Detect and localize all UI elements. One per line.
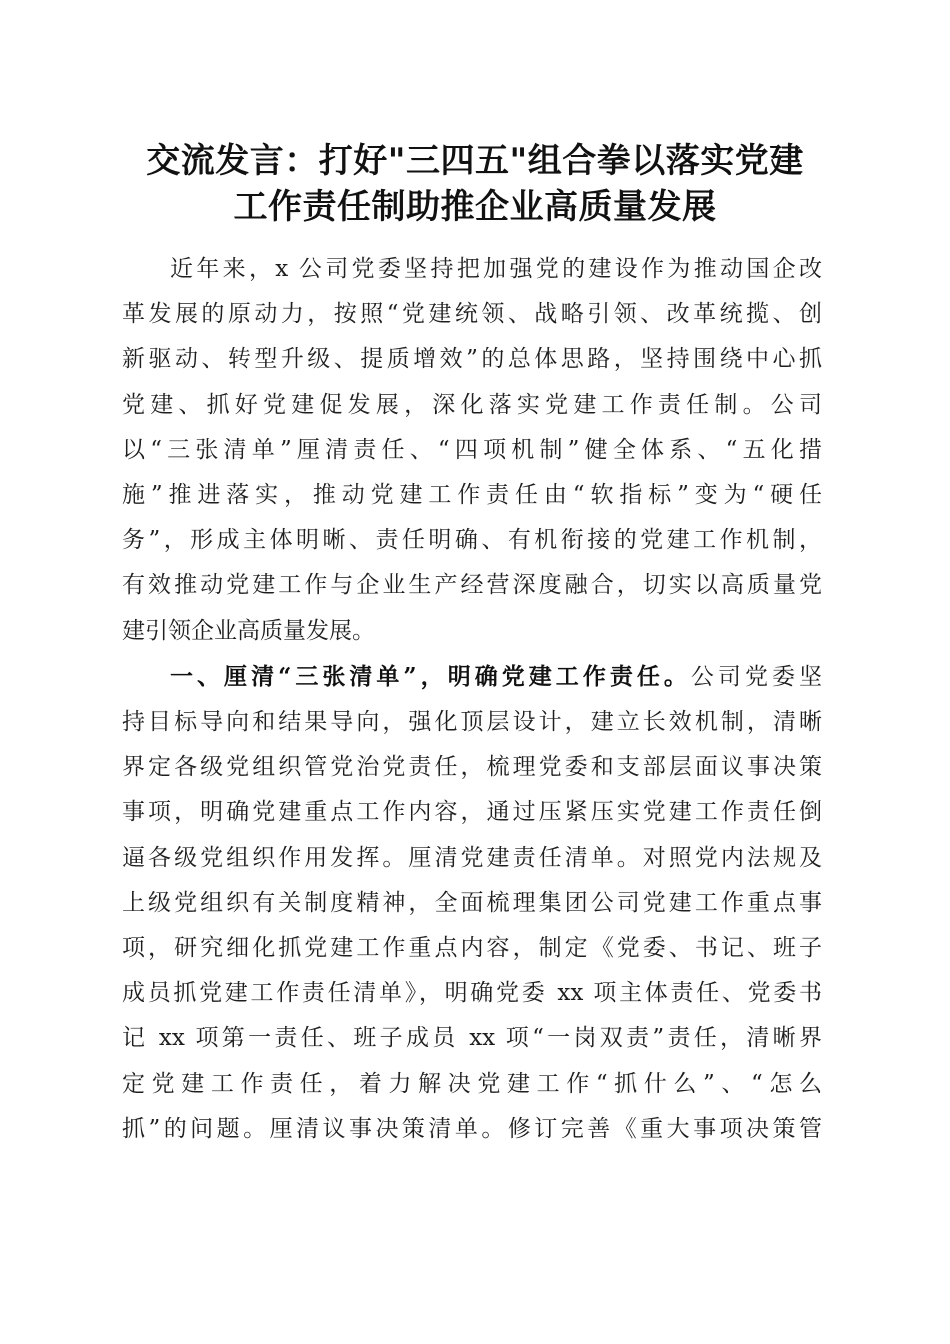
section-1-line: 成员抓党建工作责任清单》，明确党委 xx 项主体责任、党委书 — [122, 980, 822, 1007]
section-1-heading: 一、厘清“三张清单”，明确党建工作责任。 — [170, 662, 691, 690]
intro-line: 以“三张清单”厘清责任、“四项机制”健全体系、“五化措 — [122, 436, 822, 463]
section-1-line: 逼各级党组织作用发挥。厘清党建责任清单。对照党内法规及 — [122, 844, 822, 871]
section-1-line: 持目标导向和结果导向，强化顶层设计，建立长效机制，清晰 — [122, 709, 822, 736]
section-1-line: 记 xx 项第一责任、班子成员 xx 项“一岗双责”责任，清晰界 — [122, 1025, 822, 1052]
section-1-paragraph — [122, 654, 822, 1152]
section-1-line: 上级党组织有关制度精神，全面梳理集团公司党建工作重点事 — [122, 889, 822, 916]
intro-line: 新驱动、转型升级、提质增效”的总体思路，坚持围绕中心抓 — [122, 346, 822, 373]
document-title — [110, 138, 840, 230]
intro-line: 建引领企业高质量发展。 — [122, 617, 375, 644]
section-1-line: 抓”的问题。厘清议事决策清单。修订完善《重大事项决策管 — [122, 1115, 822, 1142]
intro-line: 近年来，x 公司党委坚持把加强党的建设作为推动国企改 — [170, 256, 822, 282]
document-body — [122, 247, 822, 1152]
section-1-line: 事项，明确党建重点工作内容，通过压紧压实党建工作责任倒 — [122, 799, 822, 826]
title-line-1: 交流发言：打好"三四五"组合拳以落实党建 — [146, 141, 804, 181]
section-1-first-line-rest: 公司党委坚 — [690, 663, 822, 690]
section-1-line: 界定各级党组织管党治党责任，梳理党委和支部层面议事决策 — [122, 754, 822, 781]
section-1-line: 定党建工作责任，着力解决党建工作“抓什么”、“怎么 — [122, 1070, 822, 1097]
title-line-2: 工作责任制助推企业高质量发展 — [233, 187, 717, 227]
section-1-first-line — [122, 654, 822, 700]
intro-line: 务”，形成主体明晰、责任明确、有机衔接的党建工作机制， — [122, 527, 822, 554]
intro-line: 党建、抓好党建促发展，深化落实党建工作责任制。公司 — [122, 391, 822, 418]
intro-paragraph — [122, 247, 822, 654]
intro-line: 革发展的原动力，按照“党建统领、战略引领、改革统揽、创 — [122, 301, 822, 328]
section-1-line: 项，研究细化抓党建工作重点内容，制定《党委、书记、班子 — [122, 935, 822, 962]
intro-line: 有效推动党建工作与企业生产经营深度融合，切实以高质量党 — [122, 572, 822, 599]
intro-line: 施”推进落实，推动党建工作责任由“软指标”变为“硬任 — [122, 482, 822, 509]
